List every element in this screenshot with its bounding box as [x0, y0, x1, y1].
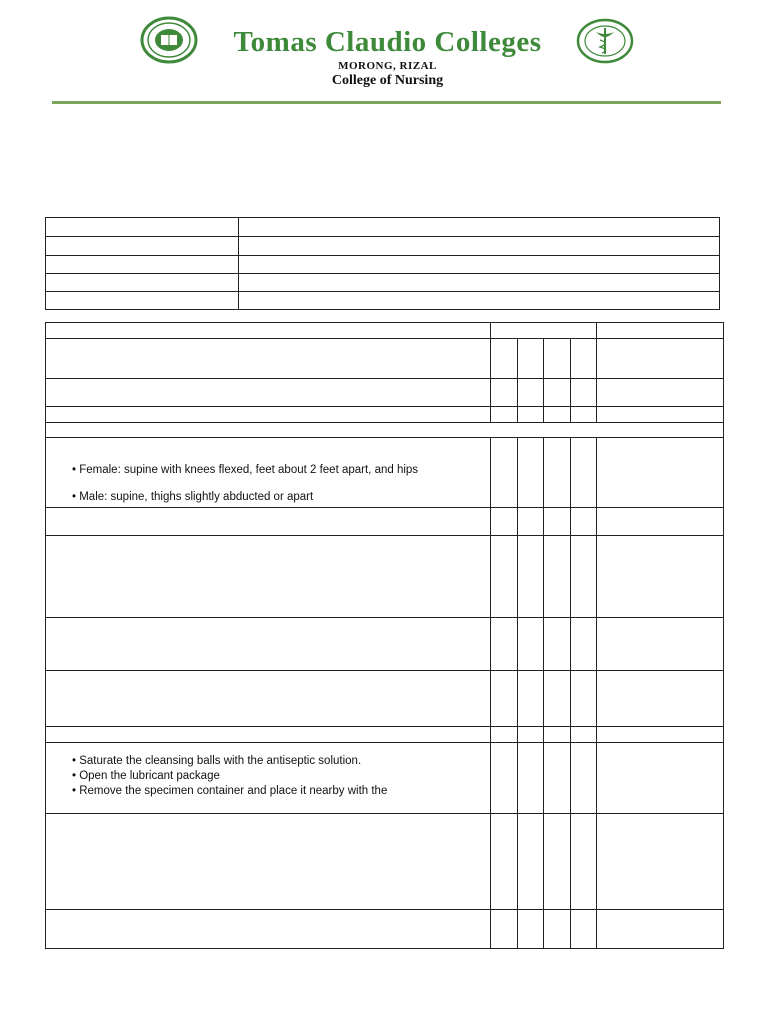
college-seal-icon [140, 16, 198, 64]
college-department: College of Nursing [331, 73, 444, 88]
header-divider [52, 101, 721, 104]
college-location: MORONG, RIZAL [338, 60, 437, 72]
step-bullet-open-lubricant: • Open the lubricant package [72, 770, 220, 782]
step-bullet-female-position: • Female: supine with knees flexed, feet about 2 feet apart, and hips [72, 464, 419, 476]
step-bullet-saturate-cleansing-balls: • Saturate the cleansing balls with the antiseptic solution. [72, 755, 362, 767]
step-bullet-male-position: • Male: supine, thighs slightly abducted or apart [72, 491, 314, 503]
college-name: Tomas Claudio Colleges [233, 26, 542, 58]
step-bullet-specimen-container: • Remove the specimen container and place it nearby with the [72, 785, 388, 797]
nursing-caduceus-seal-icon [576, 18, 634, 64]
